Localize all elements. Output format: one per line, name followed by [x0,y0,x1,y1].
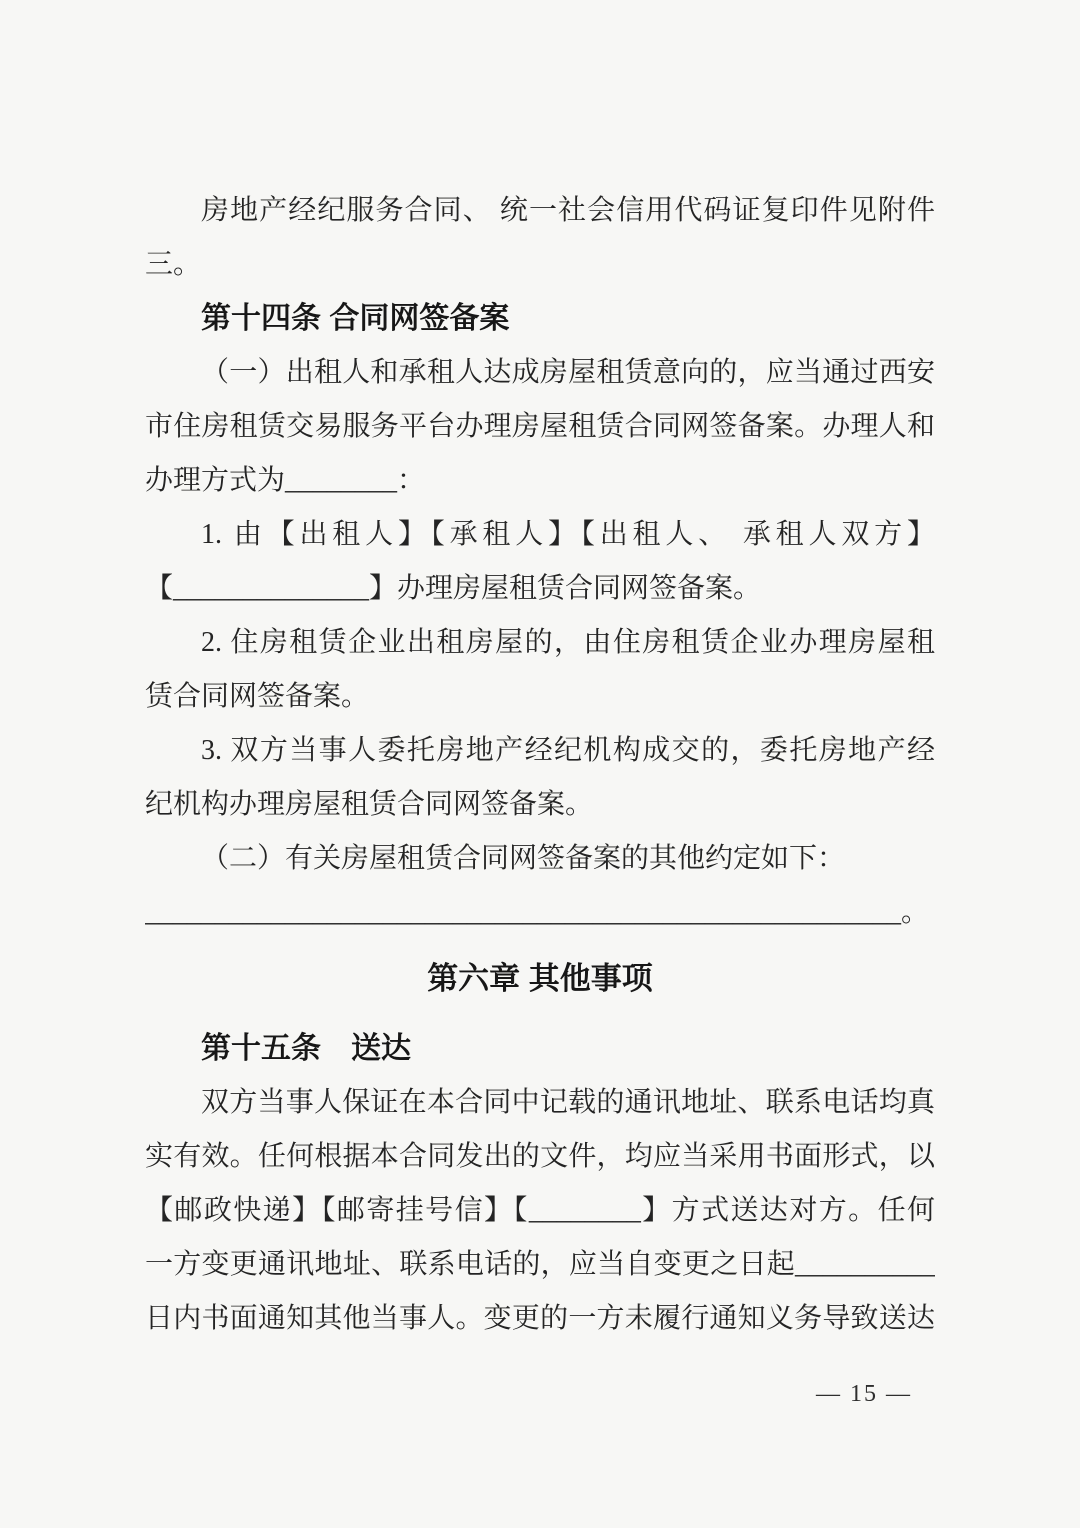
paragraph-line: 日内书面通知其他当事人。变更的一方未履行通知义务导致送达 [145,1303,935,1334]
paragraph-line: 2. 住房租赁企业出租房屋的，由住房租赁企业办理房屋租 [201,627,935,658]
paragraph-line: （一）出租人和承租人达成房屋租赁意向的，应当通过西安 [201,357,935,388]
contract-text-block [145,184,935,1346]
paragraph-line: 1. 由【出租人】【承租人】【出租人、 承租人双方】 [201,519,935,550]
paragraph-line-with-blank: 一方变更通讯地址、联系电话的，应当自变更之日起__________ [145,1249,935,1280]
paragraph-line: 实有效。任何根据本合同发出的文件，均应当采用书面形式，以 [145,1141,935,1172]
paragraph-line-with-blank: 【______________】办理房屋租赁合同网签备案。 [145,573,762,604]
chapter-heading-6: 第六章 其他事项 [427,961,653,996]
paragraph-line: 三。 [145,249,202,280]
paragraph-line: 3. 双方当事人委托房地产经纪机构成交的，委托房地产经 [201,735,935,766]
paragraph-line: 赁合同网签备案。 [145,681,370,712]
paragraph-line: 市住房租赁交易服务平台办理房屋租赁合同网签备案。办理人和 [145,411,935,442]
paragraph-line-with-blank: 办理方式为________： [145,465,426,496]
paragraph-line: 纪机构办理房屋租赁合同网签备案。 [145,789,594,820]
paragraph-line-with-blank: 【邮政快递】【邮寄挂号信】【________】方式送达对方。任何 [145,1195,935,1226]
paragraph-line: （二）有关房屋租赁合同网签备案的其他约定如下： [201,843,846,874]
page-number: — 15 — [816,1381,912,1407]
paragraph-line: 双方当事人保证在本合同中记载的通讯地址、联系电话均真 [201,1087,935,1118]
blank-fill-line: ______________________________________________________。 [145,897,930,928]
article-heading-14: 第十四条 合同网签备案 [201,302,510,335]
paragraph-line: 房地产经纪服务合同、 统一社会信用代码证复印件见附件 [201,195,935,226]
article-heading-15: 第十五条 送达 [201,1032,411,1065]
